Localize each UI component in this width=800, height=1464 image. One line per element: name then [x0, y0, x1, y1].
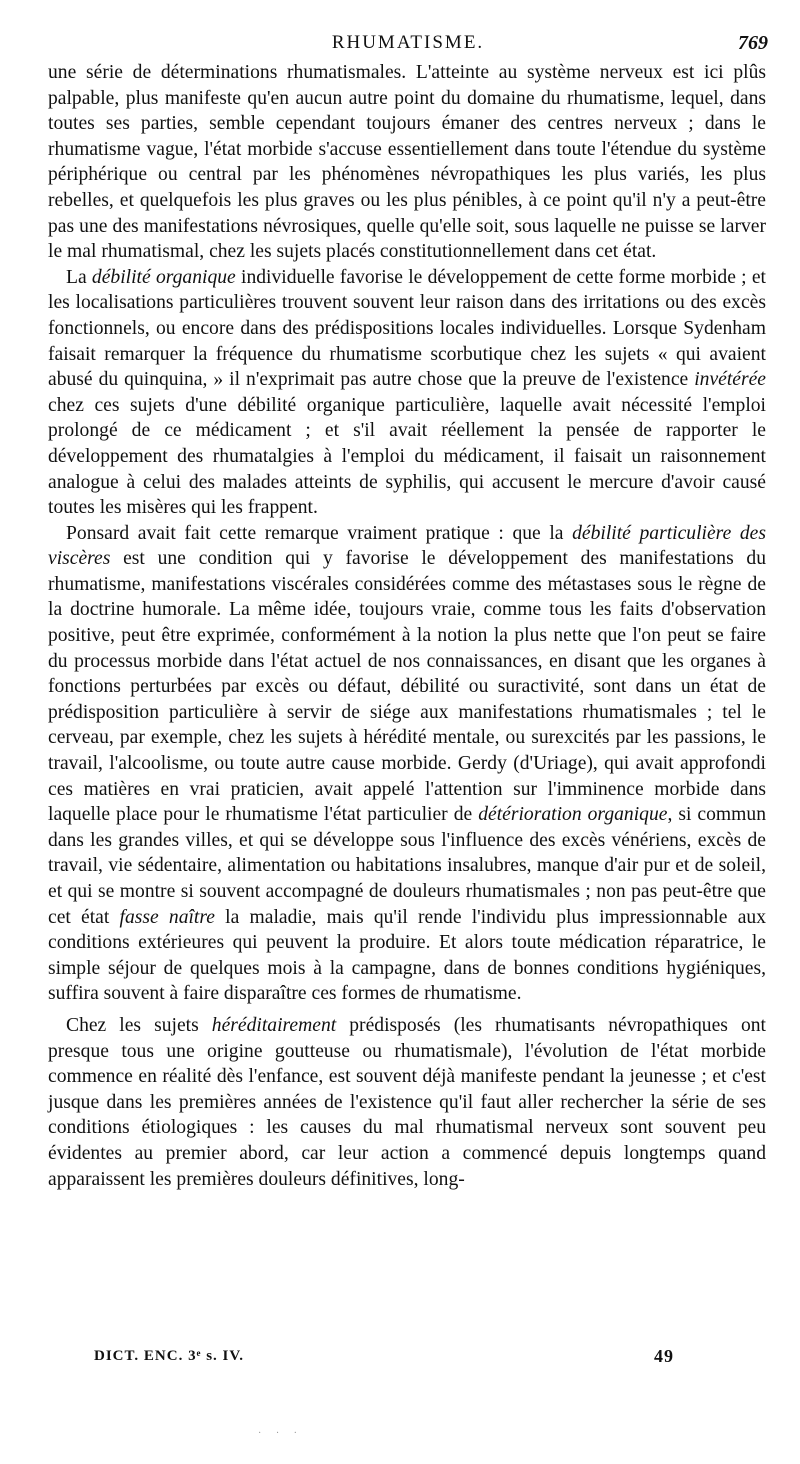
paragraph-3 — [48, 521, 766, 1007]
emphasis-debilite-organique: débilité organique — [91, 266, 236, 288]
paragraph-2-text-c: chez ces sujets d'une débilité organique particulière, laquelle avait nécessité l'emploi prolongé de ce médicament ; et s'il avait réellement la pensée de rapporter le développement des rhumatalgies à l'emploi du médicament, il faisait un raisonnement analogue à celui des malades atteints de syphilis, qui accusent le mercure d'avoir causé toutes les misères qui les frappent. — [48, 394, 766, 519]
paragraph-4-text-b: prédisposés (les rhumatisants névropathiques ont presque tous une origine goutteuse ou rhumatismale), l'évolution de l'état morbide commence en réalité dès l'enfance, est souvent déjà manifeste pendant la jeunesse ; et c'est jusque dans les premières années de l'existence qu'il faut aller rechercher la série de ses conditions étiologiques : les causes du mal rhumatismal nerveux sont souvent peu évidentes au premier abord, car leur action a commencé depuis longtemps quand apparaissent les premières douleurs définitives, long- — [48, 1014, 766, 1190]
body-text — [48, 60, 766, 1192]
paragraph-2 — [48, 265, 766, 521]
emphasis-inveteree: invétérée — [694, 369, 766, 391]
emphasis-fasse-naitre: fasse naître — [119, 906, 215, 928]
page-footer — [94, 1346, 674, 1370]
printer-signature: DICT. ENC. 3ᵉ s. IV. — [94, 1348, 245, 1364]
sheet-number: 49 — [654, 1346, 674, 1366]
emphasis-hereditairement: héréditairement — [211, 1014, 337, 1036]
paragraph-3-text-b: est une condition qui y favorise le développement des manifestations du rhumatisme, manifestations viscérales considérées comme des métastases sous le règne de la doctrine humorale. La même idée, toujours vraie, comme tous les faits d'observation positive, peut être exprimée, conformément à la notion la plus nette que l'on peut se faire du processus morbide dans l'état actuel de nos connaissances, en disant que les organes à fonctions perturbées par excès ou défaut, débilité ou suractivité, sont dans un état de prédisposition particulière à servir de siége aux manifestations rhumatismales ; tel le cerveau, par exemple, chez les sujets à hérédité mentale, ou surexcités par les passions, le travail, l'alcoolisme, ou toute autre cause morbide. Gerdy (d'Uriage), qui avait approfondi ces matières en vrai praticien, avait appelé l'attention sur l'imminence morbide dans laquelle place pour le rhumatisme l'état particulier de — [48, 548, 766, 826]
page-number: 769 — [738, 32, 768, 54]
running-head — [48, 30, 768, 58]
paragraph-2-text-a: La — [66, 266, 92, 288]
scan-specks: · · · — [258, 1428, 303, 1439]
emphasis-debilite-particuliere: débilité particulière des viscères — [48, 522, 766, 570]
paragraph-1: une série de déterminations rhumatismales. L'atteinte au système nerveux est ici plûs palpable, plus manifeste qu'en aucun autre point du domaine du rhumatisme, lequel, dans toutes ses parties, semble cependant toujours émaner des centres nerveux ; dans le rhumatisme vague, l'état morbide s'accuse essentiellement dans toute l'étendue du système périphérique ou central par les phénomènes névropathiques les plus variés, les plus rebelles, et quelquefois les plus graves ou les plus pénibles, à ce point qu'il n'y a peut-être pas une des manifestations névrosiques, quelle qu'elle soit, sous laquelle ne puisse se larver le mal rhumatismal, chez les sujets placés constitutionnellement dans cet état. — [48, 62, 766, 263]
paragraph-3-text-c: , si commun dans les grandes villes, et qui se développe sous l'influence des excès vénériens, excès de travail, vie sédentaire, alimentation ou habitations insalubres, manque d'air pur et de soleil, et qui se montre si souvent accompagné de douleurs rhumatismales ; non pas peut-être que cet état — [48, 804, 766, 928]
paragraph-2-text-b: individuelle favorise le développement de cette forme morbide ; et les localisations particulières trouvent souvent leur raison dans des irritations ou des excès fonctionnels, ou encore dans des prédispositions locales individuelles. Lorsque Sydenham faisait remarquer la fréquence du rhumatisme scorbutique chez les sujets « qui avaient abusé du quinquina, » il n'exprimait pas autre chose que la preuve de l'existence — [48, 266, 766, 391]
running-title: RHUMATISME. — [331, 32, 485, 53]
paragraph-3-text-a: Ponsard avait fait cette remarque vraiment pratique : que la — [66, 522, 573, 544]
paragraph-4-text-a: Chez les sujets — [66, 1014, 212, 1036]
emphasis-deterioration-organique: détérioration organique — [478, 804, 668, 826]
paragraph-3-text-d: la maladie, mais qu'il rende l'individu plus impressionnable aux conditions extérieures qui peuvent la produire. Et alors toute médication réparatrice, le simple séjour de quelques mois à la campagne, dans de bonnes conditions hygiéniques, suffira souvent à faire disparaître ces formes de rhumatisme. — [48, 906, 766, 1005]
paragraph-4 — [48, 1013, 766, 1192]
